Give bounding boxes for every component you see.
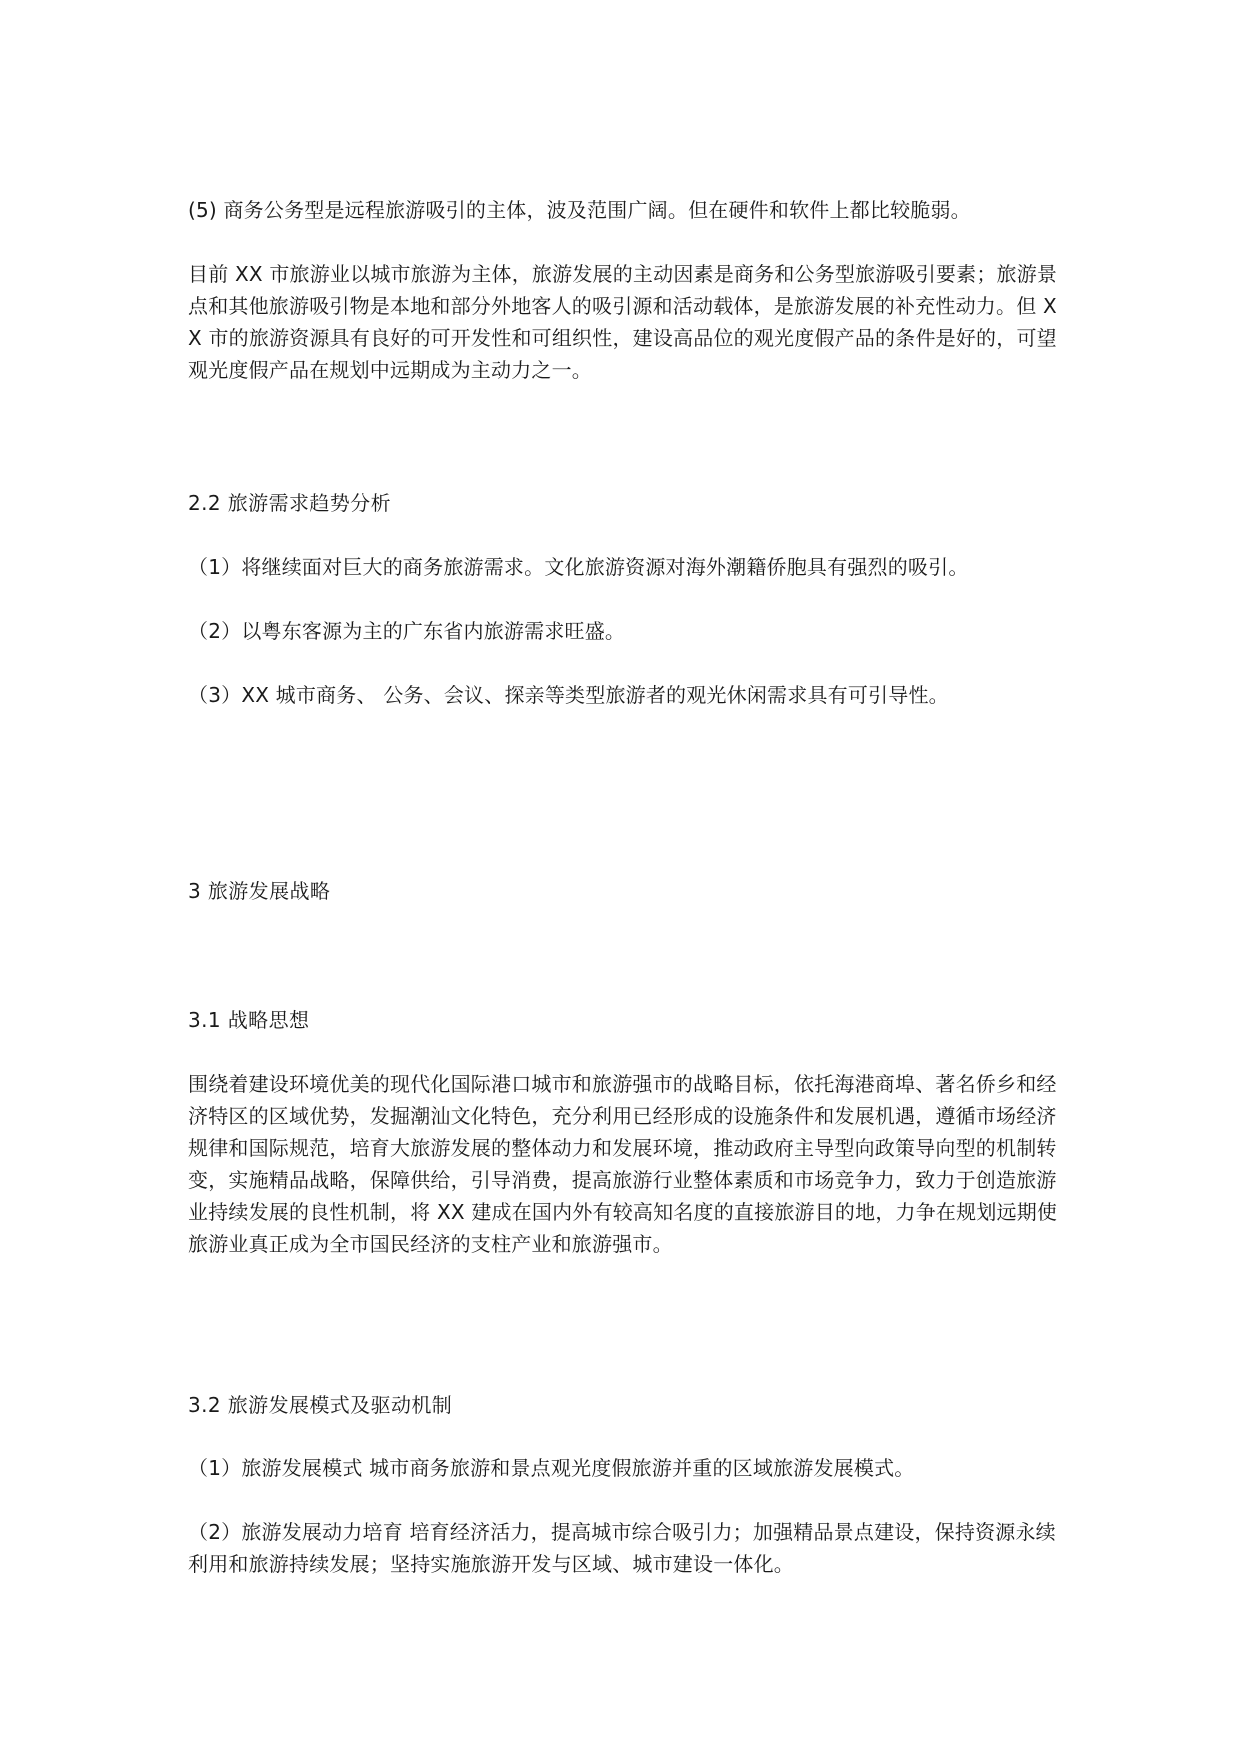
heading-3-1: 3.1 战略思想 [188, 1008, 310, 1032]
heading-3: 3 旅游发展战略 [188, 879, 331, 903]
paragraph-3-1-strategy: 围绕着建设环境优美的现代化国际港口城市和旅游强市的战略目标，依托海港商埠、著名侨乡和经济特区的区域优势，发掘潮汕文化特色，充分利用已经形成的设施条件和发展机遇，遵循市场经济规律和国际规范，培育大旅游发展的整体动力和发展环境，推动政府主导型向政策导向型的机制转变，实施精品战略，保障供给，引导消费，提高旅游行业整体素质和市场竞争力，致力于创造旅游业持续发展的良性机制，将 XX 建成在国内外有较高知名度的直接旅游目的地，力争在规划远期使旅游业真正成为全市国民经济的支柱产业和旅游强市。 [188, 1072, 1058, 1256]
paragraph-3-2-item-2: （2）旅游发展动力培育 培育经济活力，提高城市综合吸引力；加强精品景点建设，保持资源永续利用和旅游持续发展；坚持实施旅游开发与区域、城市建设一体化。 [188, 1520, 1056, 1576]
paragraph-item-5: (5) 商务公务型是远程旅游吸引的主体，波及范围广阔。但在硬件和软件上都比较脆弱。 [188, 198, 971, 222]
paragraph-3-2-item-1: （1）旅游发展模式 城市商务旅游和景点观光度假旅游并重的区域旅游发展模式。 [188, 1456, 915, 1480]
paragraph-2-2-item-3: （3）XX 城市商务、 公务、会议、探亲等类型旅游者的观光休闲需求具有可引导性。 [188, 683, 949, 707]
heading-3-2: 3.2 旅游发展模式及驱动机制 [188, 1393, 453, 1417]
paragraph-2-2-item-1: （1）将继续面对巨大的商务旅游需求。文化旅游资源对海外潮籍侨胞具有强烈的吸引。 [188, 555, 969, 579]
paragraph-2-2-item-2: （2）以粤东客源为主的广东省内旅游需求旺盛。 [188, 619, 626, 643]
heading-2-2: 2.2 旅游需求趋势分析 [188, 491, 391, 515]
paragraph-current-status: 目前 XX 市旅游业以城市旅游为主体，旅游发展的主动因素是商务和公务型旅游吸引要素；旅游景点和其他旅游吸引物是本地和部分外地客人的吸引源和活动载体，是旅游发展的补充性动力。但 XX 市的旅游资源具有良好的可开发性和可组织性，建设高品位的观光度假产品的条件是好的，可望观光度假产品在规划中远期成为主动力之一。 [188, 262, 1058, 382]
